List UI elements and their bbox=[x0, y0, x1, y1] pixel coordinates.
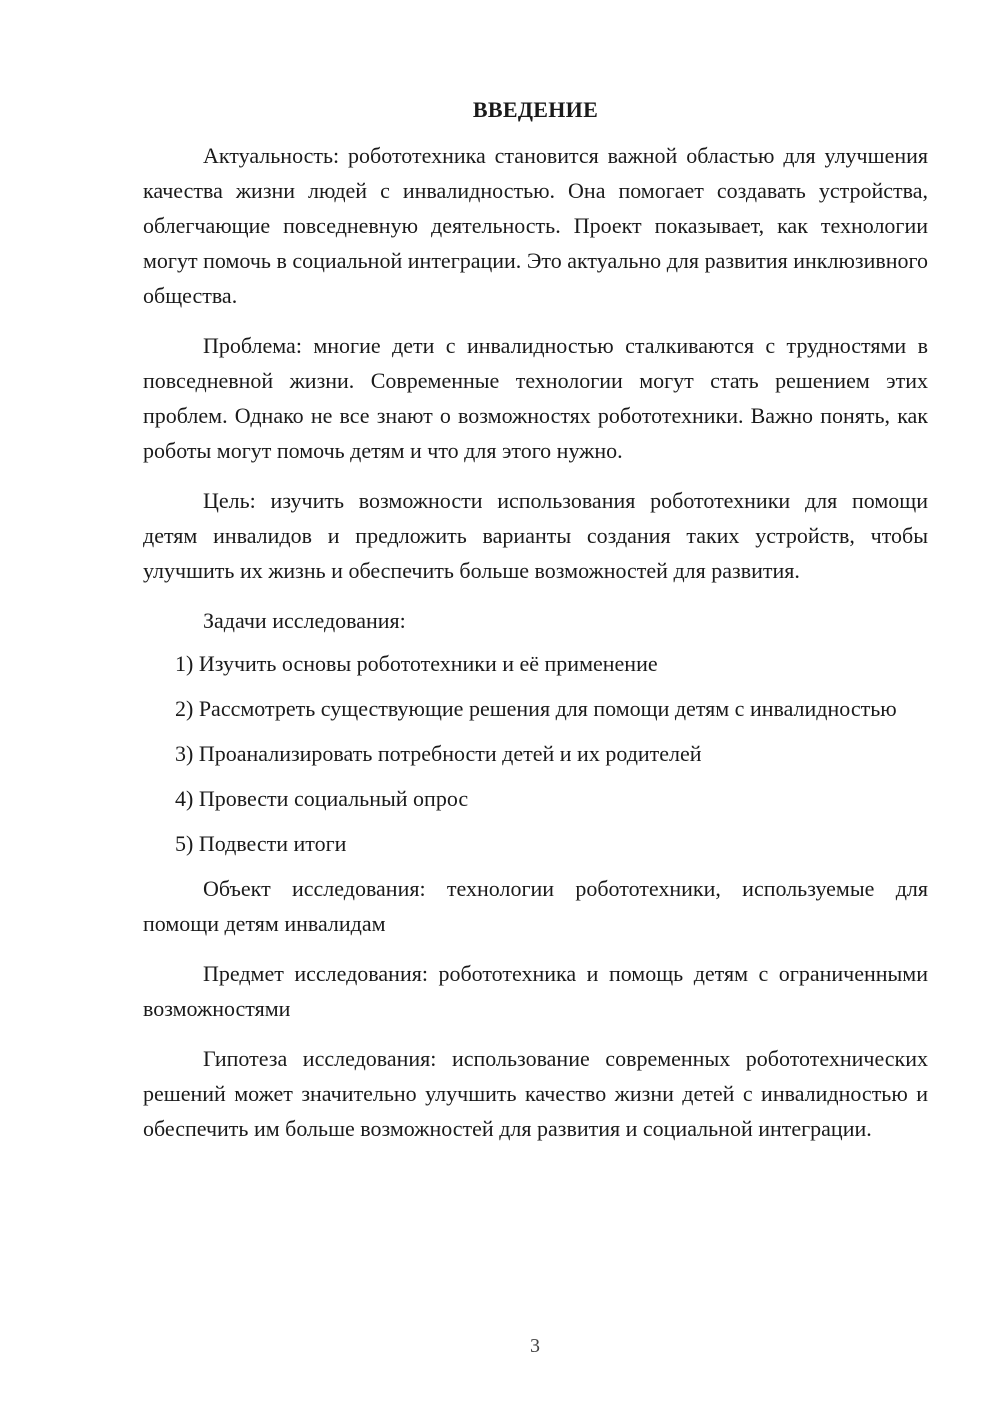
document-page bbox=[143, 96, 928, 1161]
paragraph-hypothesis: Гипотеза исследования: использование современных робототехнических решений может значительно улучшить качество жизни детей с инвалидностью и обеспечить им больше возможностей для развития и социальной интеграции. bbox=[143, 1046, 928, 1141]
paragraph-subject: Предмет исследования: робототехника и помощь детям с ограниченными возможностями bbox=[143, 961, 928, 1021]
task-item-2: 2) Рассмотреть существующие решения для помощи детям с инвалидностью bbox=[175, 696, 897, 721]
page-title: ВВЕДЕНИЕ bbox=[472, 97, 599, 122]
task-item-5: 5) Подвести итоги bbox=[175, 831, 347, 856]
paragraph-problem: Проблема: многие дети с инвалидностью сталкиваются с трудностями в повседневной жизни. Современные технологии могут стать решением этих проблем. Однако не все знают о возможностях робототехники. Важно понять, как роботы могут помочь детям и что для этого нужно. bbox=[143, 333, 928, 463]
page-number: 3 bbox=[530, 1335, 540, 1357]
paragraph-goal: Цель: изучить возможности использования робототехники для помощи детям инвалидов и предложить варианты создания таких устройств, чтобы улучшить их жизнь и обеспечить больше возможностей для развития. bbox=[143, 488, 928, 583]
task-item-3: 3) Проанализировать потребности детей и их родителей bbox=[175, 741, 702, 766]
paragraph-relevance: Актуальность: робототехника становится важной областью для улучшения качества жизни людей с инвалидностью. Она помогает создавать устройства, облегчающие повседневную деятельность. Проект показывает, как технологии могут помочь в социальной интеграции. Это актуально для развития инклюзивного общества. bbox=[143, 143, 928, 308]
task-item-1: 1) Изучить основы робототехники и её применение bbox=[175, 651, 658, 676]
paragraph-object: Объект исследования: технологии робототехники, используемые для помощи детям инвалидам bbox=[143, 876, 928, 936]
task-item-4: 4) Провести социальный опрос bbox=[175, 786, 469, 811]
tasks-label: Задачи исследования: bbox=[203, 608, 406, 633]
